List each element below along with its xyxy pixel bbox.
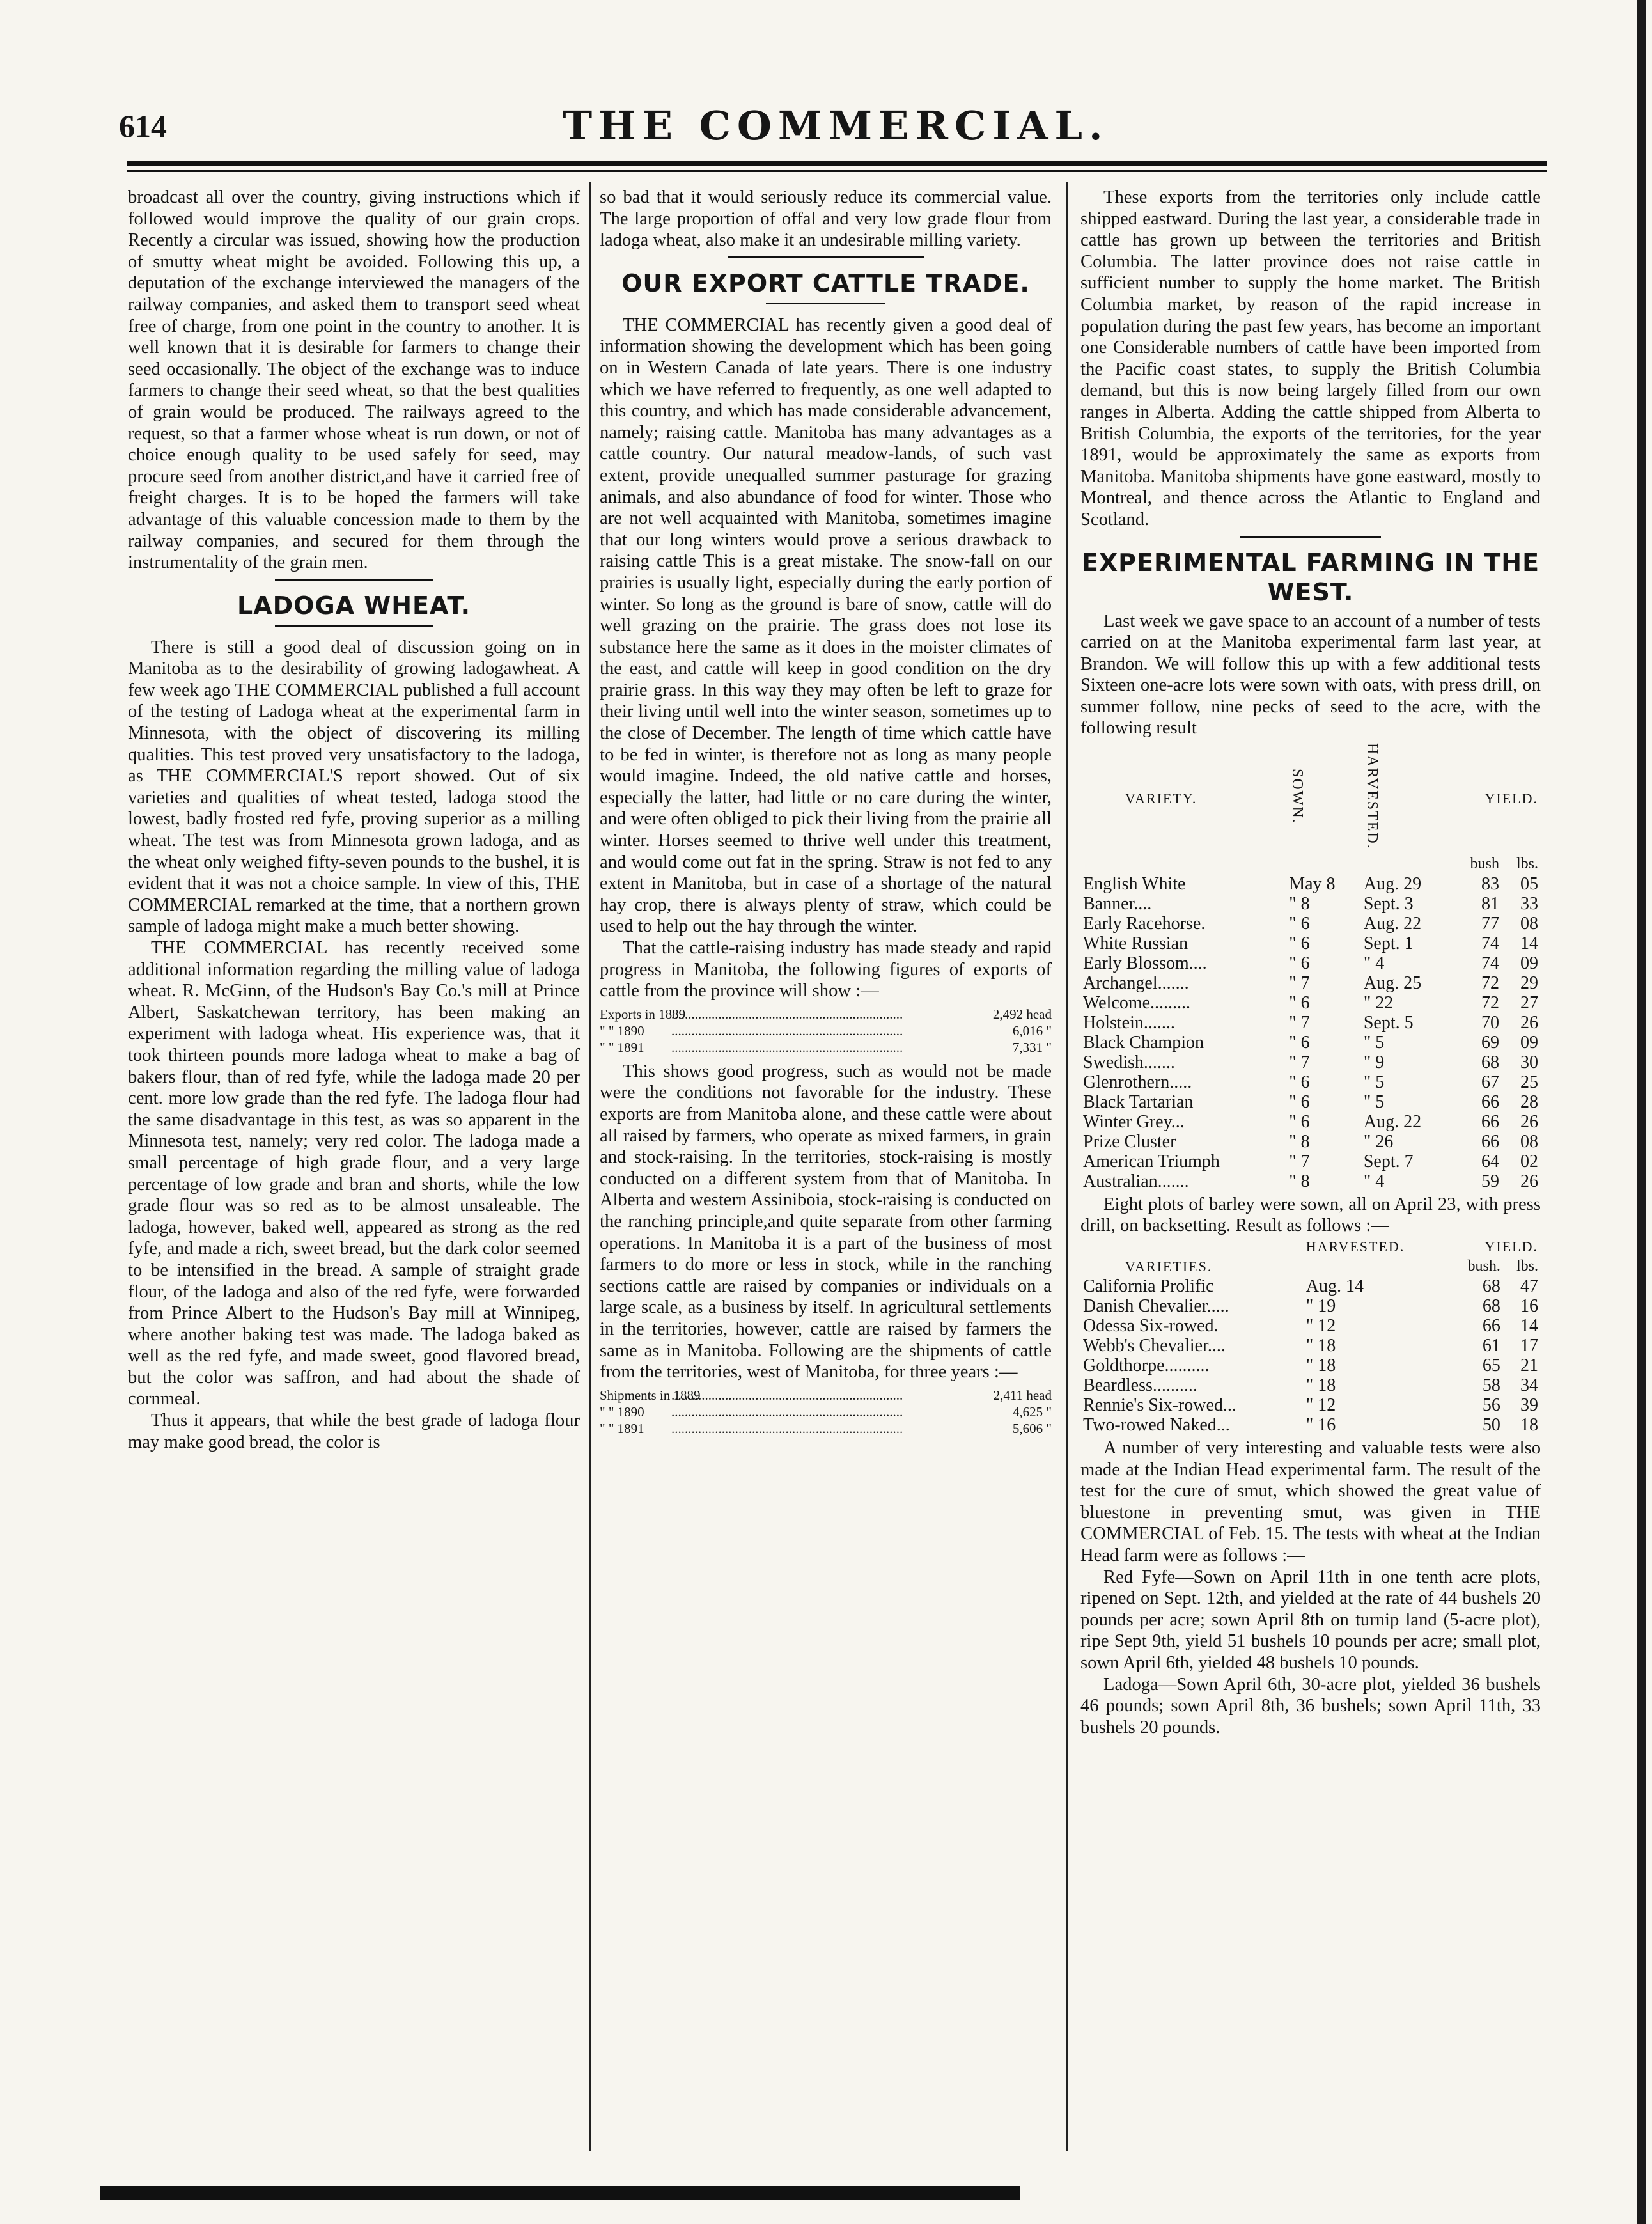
oats-harvested-header-cell (1361, 743, 1453, 854)
barley-cell: 50 (1482, 1415, 1500, 1435)
ladoga-wheat-heading: LADOGA WHEAT. (237, 591, 471, 620)
export-cattle-heading: OUR EXPORT CATTLE TRADE. (621, 269, 1030, 297)
barley-cell: Danish Chevalier..... (1083, 1296, 1229, 1316)
oats-cell: Sept. 1 (1363, 933, 1414, 953)
oats-cell: 59 (1481, 1171, 1499, 1191)
barley-cell: 47 (1520, 1276, 1538, 1296)
oats-cell: Sept. 3 (1363, 893, 1414, 914)
oats-row (1080, 1152, 1541, 1171)
oats-cell: " 6 (1289, 1072, 1310, 1092)
barley-cell: Webb's Chevalier.... (1083, 1336, 1226, 1356)
col3-paragraph: Ladoga—Sown April 6th, 30-acre plot, yielded 36 bushels 46 pounds; sown April 8th, 36 bushels; sown April 11th, 33 bushels 20 pounds. (1080, 1674, 1541, 1737)
oats-cell: 26 (1520, 1171, 1538, 1191)
barley-cell: 14 (1520, 1316, 1538, 1336)
barley-cell: 34 (1520, 1375, 1538, 1395)
heading-rule (728, 256, 924, 258)
oats-cell: Australian....... (1083, 1171, 1189, 1191)
barley-cell: California Prolific (1083, 1276, 1214, 1296)
oats-row (1080, 894, 1541, 914)
barley-cell: " 18 (1305, 1336, 1336, 1356)
oats-cell: 09 (1520, 1032, 1538, 1053)
oats-cell: 25 (1520, 1072, 1538, 1092)
oats-cell: Archangel....... (1083, 973, 1189, 993)
bottom-bar (100, 2186, 1020, 2200)
barley-bush-unit: bush. (1467, 1258, 1500, 1274)
oats-cell: Glenrothern..... (1083, 1072, 1192, 1092)
barley-row (1080, 1375, 1541, 1395)
col3-paragraph: Red Fyfe—Sown on April 11th in one tenth acre plots, ripened on Sept. 12th, and yielded at the rate of 44 bushels 20 pounds per acre; sown April 8th on turnip land (5-acre plot), ripe Sept 9th, yield 51 bushels 10 pounds per acre; small plot, sown April 6th, yielded 48 bushels 10 pounds. (1080, 1567, 1541, 1673)
oats-row (1080, 953, 1541, 973)
heading-rule (275, 625, 433, 627)
oats-cell: " 5 (1363, 1032, 1385, 1053)
oats-cell: 70 (1481, 1012, 1499, 1033)
oats-cell: 28 (1520, 1092, 1538, 1112)
oats-cell: " 5 (1363, 1092, 1385, 1112)
barley-cell: 18 (1520, 1415, 1538, 1435)
oats-row (1080, 914, 1541, 934)
barley-cell: Two-rowed Naked... (1083, 1415, 1230, 1435)
barley-cell: 68 (1482, 1276, 1500, 1296)
col1-paragraph: broadcast all over the country, giving instructions which if followed would improve the quality of our grain crops. Recently a circular was issued, showing how the production of smutty wheat might be avoided. Following this up, a deputation of the exchange interviewed the managers of the railway companies, and asked them to transport seed wheat free of charge, from one point in the country to another. It is well known that it is desirable for farmers to change their seed occasionally. The object of the exchange was to induce farmers to change their seed wheat, so that the best qualities of grain would be produced. The railways agreed to the request, so that a farmer whose wheat is run down, or not of choice enough quality to be used safely for seed, may procure seed from another district,and have it carried free of freight charges. It is to be hoped the farmers will take advantage of this valuable concession made to them by the railway companies, and secured for them through the instrumentality of the grain men. (128, 187, 580, 573)
barley-row (1080, 1415, 1541, 1435)
exports-row: " " 1890 ..................................................................... 6,016 " (600, 1022, 1052, 1038)
header-rule-thick (127, 161, 1547, 166)
masthead: THE COMMERCIAL. (563, 102, 1109, 149)
shipments-row: " " 1891 ..................................................................... 5,606 " (600, 1420, 1052, 1436)
oats-cell: 29 (1520, 973, 1538, 993)
oats-cell: 68 (1481, 1052, 1499, 1072)
oats-cell: " 6 (1289, 1092, 1310, 1112)
oats-cell: Swedish....... (1083, 1052, 1175, 1072)
col2-paragraph: THE COMMERCIAL has recently given a good deal of information showing the development which has been going on in Western Canada of late years. There is one industry which we have referred to frequently, as one well adapted to this country, and which has made considerable advancement, namely; raising cattle. Manitoba has many advantages as a cattle country. Our natural meadow-lands, of such vast extent, provide unequalled summer pasturage for grazing animals, and also abundance of food for winter. Those who are not well acquainted with Manitoba, sometimes imagine that our long winters would prove a serious drawback to raising cattle This is a great mistake. The snow-fall on our prairies is usually light, especially during the early portion of winter. So long as the ground is bare of snow, cattle will do well grazing on the prairie. The grass does not lose its substance here the same as it does in the moister climates of the east, and cattle will keep in good condition on the dry prairie grass. In this way they may often be left to graze for their living until well into the winter season, sometimes up to the close of December. The length of time which cattle have to be fed in winter, is therefore not as long as many people would imagine. Indeed, the old native cattle and horses, especially the latter, had little or no care during the winter, and were often obliged to pick their living from the prairie all winter. Horses seemed to thrive well under this treatment, and would come out fat in the spring. Straw is not fed to any extent in Manitoba, but in case of a shortage of the natural hay crop, there is always plenty of straw, which could be used to help out the hay through the winter. (600, 315, 1052, 937)
oats-cell: " 8 (1289, 1131, 1310, 1152)
barley-cell: 65 (1482, 1356, 1500, 1375)
oats-cell: May 8 (1289, 873, 1336, 894)
oats-cell: 05 (1520, 873, 1538, 894)
barley-cell: Goldthorpe.......... (1083, 1356, 1210, 1375)
oats-cell: 74 (1481, 953, 1499, 973)
oats-row (1080, 1112, 1541, 1132)
oats-cell: " 4 (1363, 1171, 1385, 1191)
experimental-farming-heading: EXPERIMENTAL FARMING IN THE WEST. (1081, 548, 1540, 606)
oats-cell: Welcome......... (1083, 992, 1191, 1013)
oats-cell: Early Racehorse. (1083, 913, 1206, 934)
oats-cell: 08 (1520, 1131, 1538, 1152)
oats-cell: Holstein....... (1083, 1012, 1175, 1033)
col3-paragraph: A number of very interesting and valuable tests were also made at the Indian Head experimental farm. The result of the test for the cure of smut, which showed the great value of bluestone in preventing smut, was given in THE COMMERCIAL of Feb. 15. The tests with wheat at the Indian Head farm were as follows :— (1080, 1438, 1541, 1565)
shipments-list (600, 1387, 1052, 1437)
oats-units-row (1080, 854, 1541, 874)
barley-cell: " 16 (1305, 1415, 1336, 1435)
barley-row (1080, 1395, 1541, 1415)
oats-cell: 64 (1481, 1151, 1499, 1171)
oats-row (1080, 993, 1541, 1013)
oats-cell: 09 (1520, 953, 1538, 973)
oats-cell: White Russian (1083, 933, 1188, 953)
barley-cell: Rennie's Six-rowed... (1083, 1395, 1236, 1415)
barley-header-row (1080, 1237, 1541, 1257)
oats-cell: 26 (1520, 1012, 1538, 1033)
barley-yield-header: YIELD. (1484, 1239, 1538, 1255)
oats-cell: 26 (1520, 1111, 1538, 1132)
barley-cell: 56 (1482, 1395, 1500, 1415)
oats-cell: 30 (1520, 1052, 1538, 1072)
barley-subheader-row (1080, 1257, 1541, 1276)
oats-cell: Black Tartarian (1083, 1092, 1194, 1112)
barley-row (1080, 1336, 1541, 1356)
oats-harvested-header: HARVESTED. (1363, 743, 1380, 850)
oats-bush-unit: bush (1470, 855, 1499, 872)
oats-sown-header: SOWN. (1289, 769, 1306, 824)
oats-cell: 27 (1520, 992, 1538, 1013)
shipments-row: Shipments in 1889 ..................................................................... 2,411 head (600, 1387, 1052, 1403)
barley-cell: 21 (1520, 1356, 1538, 1375)
barley-row (1080, 1276, 1541, 1296)
barley-cell: 58 (1482, 1375, 1500, 1395)
barley-harvested-header: HARVESTED. (1305, 1239, 1405, 1255)
header-rule-thin (127, 170, 1547, 172)
oats-cell: Sept. 7 (1363, 1151, 1414, 1171)
oats-cell: " 6 (1289, 953, 1310, 973)
oats-cell: 33 (1520, 893, 1538, 914)
oats-row (1080, 874, 1541, 894)
barley-cell: 39 (1520, 1395, 1538, 1415)
oats-cell: " 26 (1363, 1131, 1394, 1152)
oats-cell: " 4 (1363, 953, 1385, 973)
barley-cell: " 12 (1305, 1316, 1336, 1336)
barley-lbs-unit: lbs. (1516, 1258, 1538, 1274)
oats-row (1080, 1132, 1541, 1152)
column-divider-1 (589, 182, 591, 2151)
barley-cell: 68 (1482, 1296, 1500, 1316)
oats-row (1080, 1053, 1541, 1072)
oats-cell: " 6 (1289, 913, 1310, 934)
oats-cell: " 6 (1289, 1032, 1310, 1053)
oats-cell: " 7 (1289, 1012, 1310, 1033)
col3-paragraph: Eight plots of barley were sown, all on April 23, with press drill, on backsetting. Result as follows :— (1080, 1194, 1541, 1236)
oats-row (1080, 934, 1541, 953)
right-edge-bar (1637, 0, 1646, 2224)
oats-cell: 02 (1520, 1151, 1538, 1171)
oats-cell: Winter Grey... (1083, 1111, 1185, 1132)
barley-cell: 16 (1520, 1296, 1538, 1316)
oats-cell: 72 (1481, 992, 1499, 1013)
page-number: 614 (119, 108, 167, 144)
oats-lbs-unit: lbs. (1516, 855, 1538, 872)
oats-sown-header-cell (1286, 743, 1361, 854)
oats-cell: " 8 (1289, 893, 1310, 914)
exports-list (600, 1006, 1052, 1056)
barley-row (1080, 1316, 1541, 1336)
column-3 (1080, 187, 1541, 1738)
oats-cell: 72 (1481, 973, 1499, 993)
exports-row: Exports in 1889 ..................................................................... 2,492 head (600, 1006, 1052, 1022)
oats-row (1080, 973, 1541, 993)
oats-cell: Sept. 5 (1363, 1012, 1414, 1033)
heading-rule (766, 303, 885, 304)
col3-paragraph: Last week we gave space to an account of a number of tests carried on at the Manitoba experimental farm last year, at Brandon. We will follow this up with a few additional tests Sixteen one-acre lots were sown with oats, with press drill, on summer follow, nine pecks of seed to the acre, with the following result (1080, 611, 1541, 739)
oats-cell: " 9 (1363, 1052, 1385, 1072)
oats-cell: Prize Cluster (1083, 1131, 1176, 1152)
exports-row: " " 1891 ..................................................................... 7,331 " (600, 1039, 1052, 1055)
oats-cell: 14 (1520, 933, 1538, 953)
barley-cell: " 12 (1305, 1395, 1336, 1415)
oats-row (1080, 1092, 1541, 1112)
oats-cell: Aug. 29 (1363, 873, 1422, 894)
barley-table (1080, 1237, 1541, 1435)
oats-cell: " 6 (1289, 992, 1310, 1013)
column-1 (128, 187, 580, 1453)
oats-cell: " 22 (1363, 992, 1394, 1013)
barley-cell: Odessa Six-rowed. (1083, 1316, 1219, 1336)
barley-cell: 17 (1520, 1336, 1538, 1356)
oats-cell: Aug. 22 (1363, 913, 1422, 934)
oats-cell: Early Blossom.... (1083, 953, 1207, 973)
column-2 (600, 187, 1052, 1442)
oats-cell: 74 (1481, 933, 1499, 953)
oats-cell: " 6 (1289, 933, 1310, 953)
col1-paragraph: Thus it appears, that while the best grade of ladoga flour may make good bread, the color is (128, 1411, 580, 1452)
oats-cell: " 8 (1289, 1171, 1310, 1191)
oats-cell: " 6 (1289, 1111, 1310, 1132)
oats-cell: 08 (1520, 913, 1538, 934)
barley-varieties-header: VARIETIES. (1125, 1258, 1213, 1274)
oats-row (1080, 1072, 1541, 1092)
oats-cell: English White (1083, 873, 1186, 894)
oats-cell: Aug. 22 (1363, 1111, 1422, 1132)
oats-cell: American Triumph (1083, 1151, 1220, 1171)
oats-cell: Black Champion (1083, 1032, 1204, 1053)
oats-cell: Aug. 25 (1363, 973, 1422, 993)
oats-cell: 66 (1481, 1131, 1499, 1152)
oats-cell: 67 (1481, 1072, 1499, 1092)
oats-table (1080, 743, 1541, 1191)
oats-yield-header: YIELD. (1484, 790, 1538, 807)
col1-paragraph: THE COMMERCIAL has recently received some additional information regarding the milling value of ladoga wheat. R. McGinn, of the Hudson's Bay Co.'s mill at Prince Albert, Saskatchewan territory, has been making an experiment with ladoga wheat. His experience was, that it took thirteen pounds more ladoga wheat to make a bag of bakers flour, than of red fyfe, while the ladoga made 20 per cent. more low grade than the red fyfe. The ladoga flour had the same disadvantage in this test, as was so apparent in the Minnesota test, namely; very red color. The ladoga made a small percentage of high grade flour, and a very large percentage of low grade and bran and shorts, while the low grade flour was so red as to be almost unsaleable. The ladoga, however, baked well, appeared as strong as the red fyfe, and made a rich, sweet bread, but the dark color seemed to be intensified in the bread. A sample of straight grade flour, of the ladoga and also of the red fyfe, were forwarded from Prince Albert to the Hudson's Bay mill at Winnipeg, where another baking test was made. The ladoga baked as well as the red fyfe, and made sweet, good flavored bread, but the color was saffron, and had about the shade of cornmeal. (128, 938, 580, 1409)
oats-variety-header: VARIETY. (1125, 790, 1197, 807)
heading-rule (275, 579, 433, 581)
oats-cell: Banner.... (1083, 893, 1152, 914)
oats-cell: 69 (1481, 1032, 1499, 1053)
barley-cell: " 18 (1305, 1375, 1336, 1395)
oats-header-row (1080, 743, 1541, 854)
barley-row (1080, 1296, 1541, 1316)
heading-rule (1240, 536, 1381, 538)
oats-cell: " 5 (1363, 1072, 1385, 1092)
col2-paragraph: This shows good progress, such as would not be made were the conditions not favorable for the industry. These exports are from Manitoba alone, and these cattle were about all raised by farmers, who operate as mixed farmers, in grain and stock-raising. In the territories, stock-raising is mostly conducted on a different system from that of Manitoba. In Alberta and western Assiniboia, stock-raising is conducted on the ranching principle,and quite separate from other farming operations. In Manitoba it is a part of the business of most farmers to do more or less in stock, while in the ranching sections cattle are raised by companies or individuals on a large scale, as a business by itself. In agricultural settlements in the territories, however, cattle are raised by farmers the same as in Manitoba. Following are the shipments of cattle from the territories, west of Manitoba, for three years :— (600, 1061, 1052, 1382)
barley-cell: 66 (1482, 1316, 1500, 1336)
col3-paragraph: These exports from the territories only include cattle shipped eastward. During the last year, a considerable trade in cattle has grown up between the territories and British Columbia. The latter province does not raise cattle in sufficient number to supply the home market. The British Columbia market, by reason of the rapid increase in population during the past few years, has become an important one Considerable numbers of cattle have been imported from the Pacific coast states, to supply the British Columbia demand, but this is now being largely filled from our own ranges in Alberta. Adding the cattle shipped from Alberta to British Columbia, the exports of the territories, for the year 1891, would be approximately the same as exports from Manitoba. Manitoba shipments have gone eastward, mostly to Montreal, and thence across the Atlantic to England and Scotland. (1080, 187, 1541, 529)
barley-cell: 61 (1482, 1336, 1500, 1356)
oats-cell: 81 (1481, 893, 1499, 914)
col2-paragraph: That the cattle-raising industry has made steady and rapid progress in Manitoba, the following figures of exports of cattle from the province will show :— (600, 938, 1052, 1001)
barley-body (1080, 1276, 1541, 1435)
barley-cell: Beardless.......... (1083, 1375, 1197, 1395)
shipments-row: " " 1890 ..................................................................... 4,625 " (600, 1404, 1052, 1420)
column-divider-2 (1066, 182, 1068, 2151)
oats-cell: " 7 (1289, 1052, 1310, 1072)
oats-cell: " 7 (1289, 973, 1310, 993)
col1-paragraph: There is still a good deal of discussion going on in Manitoba as to the desirability of growing ladogawheat. A few week ago THE COMMERCIAL published a full account of the testing of Ladoga wheat at the experimental farm in Minnesota, with the object of discovering its milling qualities. This test proved very unsatisfactory to the ladoga, as THE COMMERCIAL'S report showed. Out of six varieties and qualities of wheat tested, ladoga stood the lowest, badly frosted red fyfe, proving superior as a milling wheat. The test was from Minnesota grown ladoga, and as the wheat only weighed fifty-seven pounds to the bushel, it is evident that it was not a choice sample. In view of this, THE COMMERCIAL remarked at the time, that a northern grown sample of ladoga might make a much better showing. (128, 637, 580, 937)
oats-cell: 77 (1481, 913, 1499, 934)
oats-row (1080, 1171, 1541, 1191)
oats-row (1080, 1013, 1541, 1033)
oats-cell: " 7 (1289, 1151, 1310, 1171)
barley-cell: " 19 (1305, 1296, 1336, 1316)
barley-cell: " 18 (1305, 1356, 1336, 1375)
oats-body (1080, 874, 1541, 1191)
barley-row (1080, 1356, 1541, 1375)
oats-cell: 66 (1481, 1111, 1499, 1132)
col2-paragraph: so bad that it would seriously reduce its commercial value. The large proportion of offal and very low grade flour from ladoga wheat, also make it an undesirable milling variety. (600, 187, 1052, 251)
barley-cell: Aug. 14 (1305, 1276, 1364, 1296)
oats-cell: 66 (1481, 1092, 1499, 1112)
oats-row (1080, 1033, 1541, 1053)
oats-cell: 83 (1481, 873, 1499, 894)
